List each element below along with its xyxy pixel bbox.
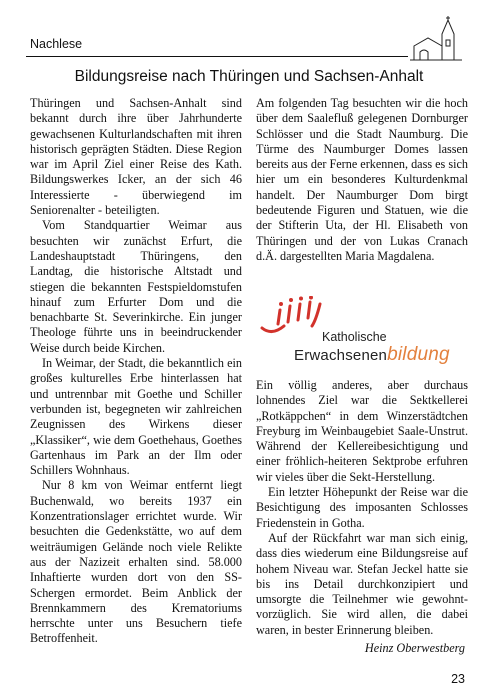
erwachsenenbildung-logo <box>258 296 468 368</box>
article-title: Bildungsreise nach Thüringen und Sachsen-Anhalt <box>74 68 424 85</box>
paragraph: Nur 8 km von Weimar entfernt liegt Buchenwald, wo bereits 1937 ein Konzentrationslager errichtet wurde. Wir besuchten die Gedenkstätte, wo auf dem weiträumigen Gelände noch viele Relikte aus der Nazizeit erhalten sind. 58.000 Inhaftierte wurden dort von den SS-Schergen ermordet. Beim Anblick der Brennkammern des Krematoriums herrschte unter uns Besuchern tiefe Betroffenheit. <box>30 478 242 646</box>
paragraph: Vom Standquartier Weimar aus besuchten wir zunächst Erfurt, die Landeshauptstadt Thüringens, den Landtag, die historische Altstadt und stiegen die bekannten Festspieldomstufen hinauf zum Erfurter Dom und die benachbarte St. Severinkirche. Ein junger Theologe führte uns in beeindruckender Weise durch beide Kirchen. <box>30 218 242 355</box>
logo-text-line2 <box>294 344 450 366</box>
logo-text-plain: Erwachsenen <box>294 347 388 364</box>
section-label: Nachlese <box>30 37 83 51</box>
author-signature: Heinz Oberwestberg <box>364 641 465 655</box>
article-column-left <box>30 96 242 647</box>
paragraph: Auf der Rückfahrt war man sich einig, dass dies wiederum eine Bildungsreise auf hohem Niveau war. Stefan Jeckel hatte sie bis ins Detail durchkonzipiert und umsorgte die Teilnehmer wie gewohnt-vorzüglich. Sie wird allen, die dabei waren, in bester Erinnerung bleiben. <box>256 530 468 637</box>
logo-text-accent: bildung <box>387 344 450 365</box>
paragraph: Thüringen und Sachsen-Anhalt sind bekannt durch ihre über Jahrhunderte gewachsenen Kulturlandschaften mit ihren historisch geprägten Städten. Diese Region war im April Ziel einer Reise des Kath. Bildungswerkes Icker, an der sich 46 Interessierte - überwiegend im Seniorenalter - beteiligten. <box>30 96 242 218</box>
paragraph: In Weimar, der Stadt, die bekanntlich ein großes kulturelles Erbe hinterlassen hat und untrennbar mit Goethe und Schiller verbunden ist, begegneten wir zahlreichen Zeugnissen des Wirkens dieser „Klassiker“, wie dem Goethehaus, Goethes Gartenhaus im Park an der Ilm oder Schillers Wohnhaus. <box>30 356 242 478</box>
paragraph: Ein völlig anderes, aber durchaus lohnendes Ziel war die Sektkellerei „Rotkäppchen“ in dem Winzerstädtchen Freyburg im Weinbaugebiet Saale-Unstrut. Während der Kellereibesichtigung und einer fröhlich-heiteren Sektprobe erfuhren wir vieles über die Sekt-Herstellung. <box>256 378 468 484</box>
paragraph: Ein letzter Höhepunkt der Reise war die Besichtigung des imposanten Schlosses Friedenstein in Gotha. <box>256 485 468 530</box>
article-column-right-top <box>256 96 468 264</box>
page-number: 23 <box>451 672 465 686</box>
church-icon <box>408 16 464 64</box>
logo-text-line1: Katholische <box>322 330 387 344</box>
header-divider <box>26 56 408 57</box>
paragraph: Am folgenden Tag besuchten wir die hoch über dem Saalefluß gelegenen Dornburger Schlösser und die Stadt Naumburg. Die Türme des Naumburger Domes lassen bereits aus der Ferne erkennen, dass es sich hier um ein besonderes Kulturdenkmal handelt. Der Naumburger Dom birgt bedeutende Figuren und Statuen, wie die der Stifterin Uta, der Hl. Elisabeth von Thüringen und der von Lukas Cranach d.Ä. dargestellten Maria Magdalena. <box>256 96 468 263</box>
article-column-right-bottom <box>256 378 468 638</box>
